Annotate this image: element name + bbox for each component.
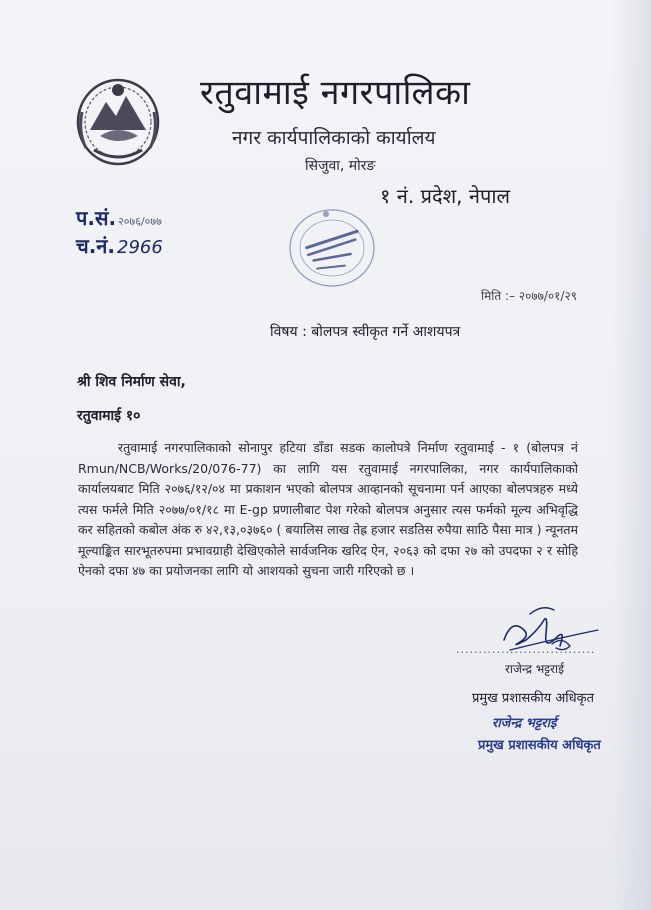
stamp-signatory-name: राजेन्द्र भट्टराई xyxy=(492,716,557,731)
letter-subject: विषय : बोलपत्र स्वीकृत गर्ने आशयपत्र xyxy=(270,324,461,340)
signatory-title: प्रमुख प्रशासकीय अधिकृत xyxy=(472,691,595,706)
ps-reference xyxy=(76,204,162,231)
signature-line: ............................... xyxy=(456,643,596,656)
nepal-emblem-icon xyxy=(72,72,164,170)
addressee-place: रतुवामाई १० xyxy=(77,408,141,424)
province-name: १ नं. प्रदेश, नेपाल xyxy=(380,184,511,208)
letter-date xyxy=(481,287,577,304)
addressee-name: श्री शिव निर्माण सेवा, xyxy=(77,374,186,390)
cn-label: च.नं. xyxy=(76,234,115,258)
date-label: मिति :– xyxy=(481,289,516,303)
letter-body: रतुवामाई नगरपालिकाको सोनापुर हटिया डाँडा सडक कालोपत्रे निर्माण रतुवामाई - १ (बोलपत्र नं Rmun/NCB/Works/20/076-77) का लागि यस रतुवामाई नगरपालिका, नगर कार्यपालिकाको कार्यालयबाट मिति २०७६/१२/०४ मा प्रकाशन भएको बोलपत्र आव्हानको सूचनामा पर्न आएका बोलपत्रहरु मध्ये त्यस फर्मले मिति २०७७/०१/१८ मा E-gp प्रणालीबाट पेश गरेको बोलपत्र अनुसार त्यस फर्मको मूल्य अभिवृद्धि कर सहितको कबोल अंक रु ४२,१३,०३७६० ( बयालिस लाख तेह्र हजार सडतिस रुपैया साठि पैसा मात्र ) न्यूनतम मूल्याङ्कित सारभूतरुपमा प्रभावग्राही देखिएकोले सार्वजनिक खरिद ऐन, २०६३ को दफा २७ को उपदफा २ र सोहि ऐनको दफा ४७ का प्रयोजनका लागि यो आशयको सुचना जारी गरिएको छ । xyxy=(78,440,578,578)
cn-reference xyxy=(76,232,163,259)
date-value: २०७७/०१/२९ xyxy=(518,289,577,303)
ps-label: प.सं. xyxy=(76,206,117,230)
stamp-signatory-title: प्रमुख प्रशासकीय अधिकृत xyxy=(478,738,601,753)
ps-value: २०७६/०७७ xyxy=(118,215,162,228)
signatory-name: राजेन्द्र भट्टराई xyxy=(505,662,565,676)
office-name: नगर कार्यपालिकाको कार्यालय xyxy=(232,127,436,149)
org-name: रतुवामाई नगरपालिका xyxy=(200,73,471,113)
office-seal-icon xyxy=(282,200,382,295)
cn-value: 2966 xyxy=(117,237,163,258)
office-location: सिजुवा, मोरङ xyxy=(305,158,376,174)
page-shadow xyxy=(611,0,651,910)
